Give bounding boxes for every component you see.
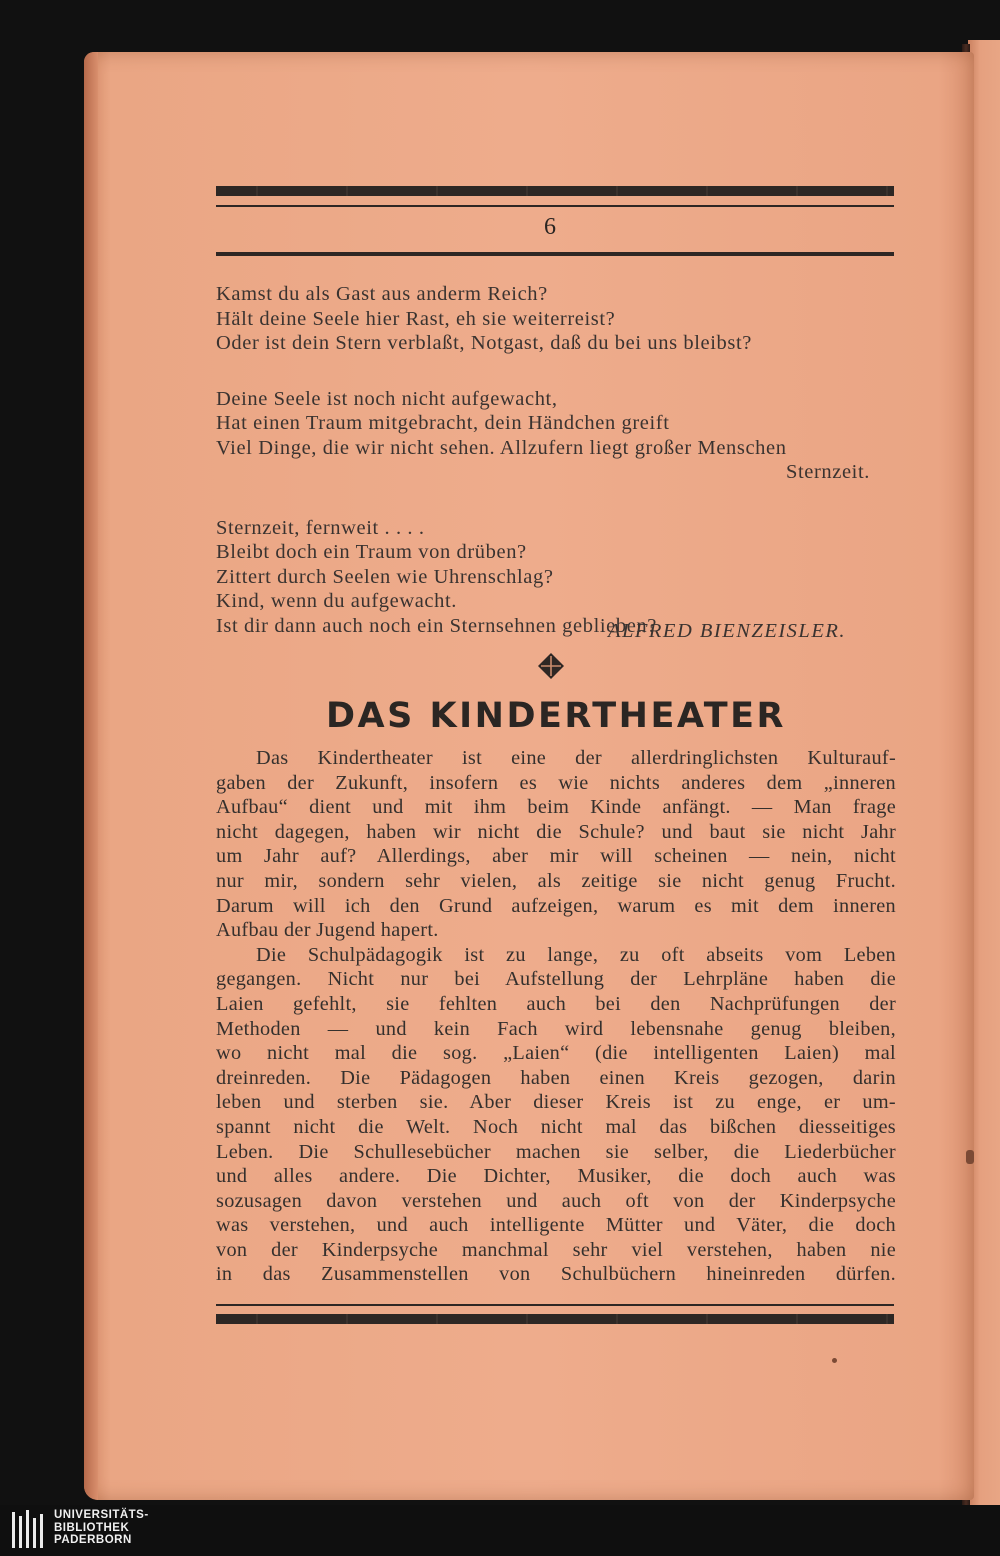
poem-line: Kamst du als Gast aus anderm Reich? xyxy=(216,283,548,305)
poem-author: ALFRED BIENZEISLER. xyxy=(607,620,846,642)
body-line: gaben der Zukunft, insofern es wie nichts anderes dem „inneren xyxy=(216,771,896,794)
library-name-line: UNIVERSITÄTS- xyxy=(54,1509,149,1521)
body-line: sozusagen davon verstehen und auch oft von der Kinderpsyche xyxy=(216,1189,896,1212)
paper-speck xyxy=(832,1358,837,1363)
body-line: nur mir, sondern sehr vielen, als zeitige sie nicht genug Frucht. xyxy=(216,869,896,892)
page-number: 6 xyxy=(544,214,556,240)
body-line: Leben. Die Schullesebücher machen sie selber, die Liederbücher xyxy=(216,1140,896,1163)
article-title: DAS KINDERTHEATER xyxy=(326,696,786,736)
body-line: Aufbau der Jugend hapert. xyxy=(216,919,439,942)
body-line: was verstehen, und auch intelligente Mütter und Väter, die doch xyxy=(216,1214,896,1237)
poem-line: Sternzeit. xyxy=(786,461,870,483)
body-line: wo nicht mal die sog. „Laien“ (die intelligenten Laien) mal xyxy=(216,1042,896,1065)
poem-line: Oder ist dein Stern verblaßt, Notgast, daß du bei uns bleibst? xyxy=(216,332,752,354)
poem-line: Hat einen Traum mitgebracht, dein Händchen greift xyxy=(216,412,670,434)
body-line: spannt nicht die Welt. Noch nicht mal das bißchen diesseitiges xyxy=(216,1115,896,1138)
poem-line: Viel Dinge, die wir nicht sehen. Allzufern liegt großer Menschen xyxy=(216,436,787,459)
poem-line: Zittert durch Seelen wie Uhrenschlag? xyxy=(216,565,554,588)
body-line: und alles andere. Die Dichter, Musiker, die doch auch was xyxy=(216,1165,896,1188)
body-line: in das Zusammenstellen von Schulbüchern hineinreden dürfen. xyxy=(216,1263,896,1286)
body-line: von der Kinderpsyche manchmal sehr viel verstehen, haben nie xyxy=(216,1238,896,1261)
library-name xyxy=(54,1509,149,1547)
header-rule-thick xyxy=(216,186,894,196)
body-line: Laien gefehlt, sie fehlten auch bei den Nachprüfungen der xyxy=(216,992,896,1015)
page-edge-shadow xyxy=(84,52,98,1500)
poem-line: Deine Seele ist noch nicht aufgewacht, xyxy=(216,387,558,410)
body-line: Das Kindertheater ist eine der allerdringlichsten Kulturauf- xyxy=(256,747,896,769)
poem-line: Sternzeit, fernweit . . . . xyxy=(216,516,425,539)
body-line: dreinreden. Die Pädagogen haben einen Kreis gezogen, darin xyxy=(216,1066,896,1089)
page-tear-mark xyxy=(966,1150,974,1164)
library-name-line: BIBLIOTHEK xyxy=(54,1521,130,1534)
body-line: Die Schulpädagogik ist zu lange, zu oft abseits vom Leben xyxy=(256,943,896,966)
diamond-ornament-icon xyxy=(538,653,564,679)
poem-line: Bleibt doch ein Traum von drüben? xyxy=(216,541,527,563)
footer-rule-thin xyxy=(216,1304,894,1306)
poem-line: Hält deine Seele hier Rast, eh sie weiterreist? xyxy=(216,307,616,330)
body-line: gegangen. Nicht nur bei Aufstellung der Lehrpläne haben die xyxy=(216,968,896,991)
body-line: um Jahr auf? Allerdings, aber mir will scheinen — nein, nicht xyxy=(216,845,896,868)
body-line: leben und sterben sie. Aber dieser Kreis ist zu enge, er um- xyxy=(216,1091,896,1114)
footer-rule-thick xyxy=(216,1314,894,1324)
body-line: Methoden — und kein Fach wird lebensnahe genug bleiben, xyxy=(216,1017,896,1040)
poem-line: Kind, wenn du aufgewacht. xyxy=(216,590,458,612)
library-name-line: PADERBORN xyxy=(54,1534,132,1546)
header-rule-bottom xyxy=(216,252,894,256)
header-rule-thin xyxy=(216,205,894,207)
body-line: Aufbau“ dient und mit ihm beim Kinde anfängt. — Man frage xyxy=(216,796,896,819)
library-logo-icon xyxy=(10,1508,46,1552)
library-footer xyxy=(0,1505,1000,1556)
poem-line: Ist dir dann auch noch ein Sternsehnen geblieben? xyxy=(216,614,657,637)
article-body xyxy=(216,746,896,1287)
body-line: nicht dagegen, haben wir nicht die Schule? und baut sie nicht Jahr xyxy=(216,820,896,843)
body-line: Darum will ich den Grund aufzeigen, warum es mit dem inneren xyxy=(216,894,896,917)
poem xyxy=(216,282,896,638)
